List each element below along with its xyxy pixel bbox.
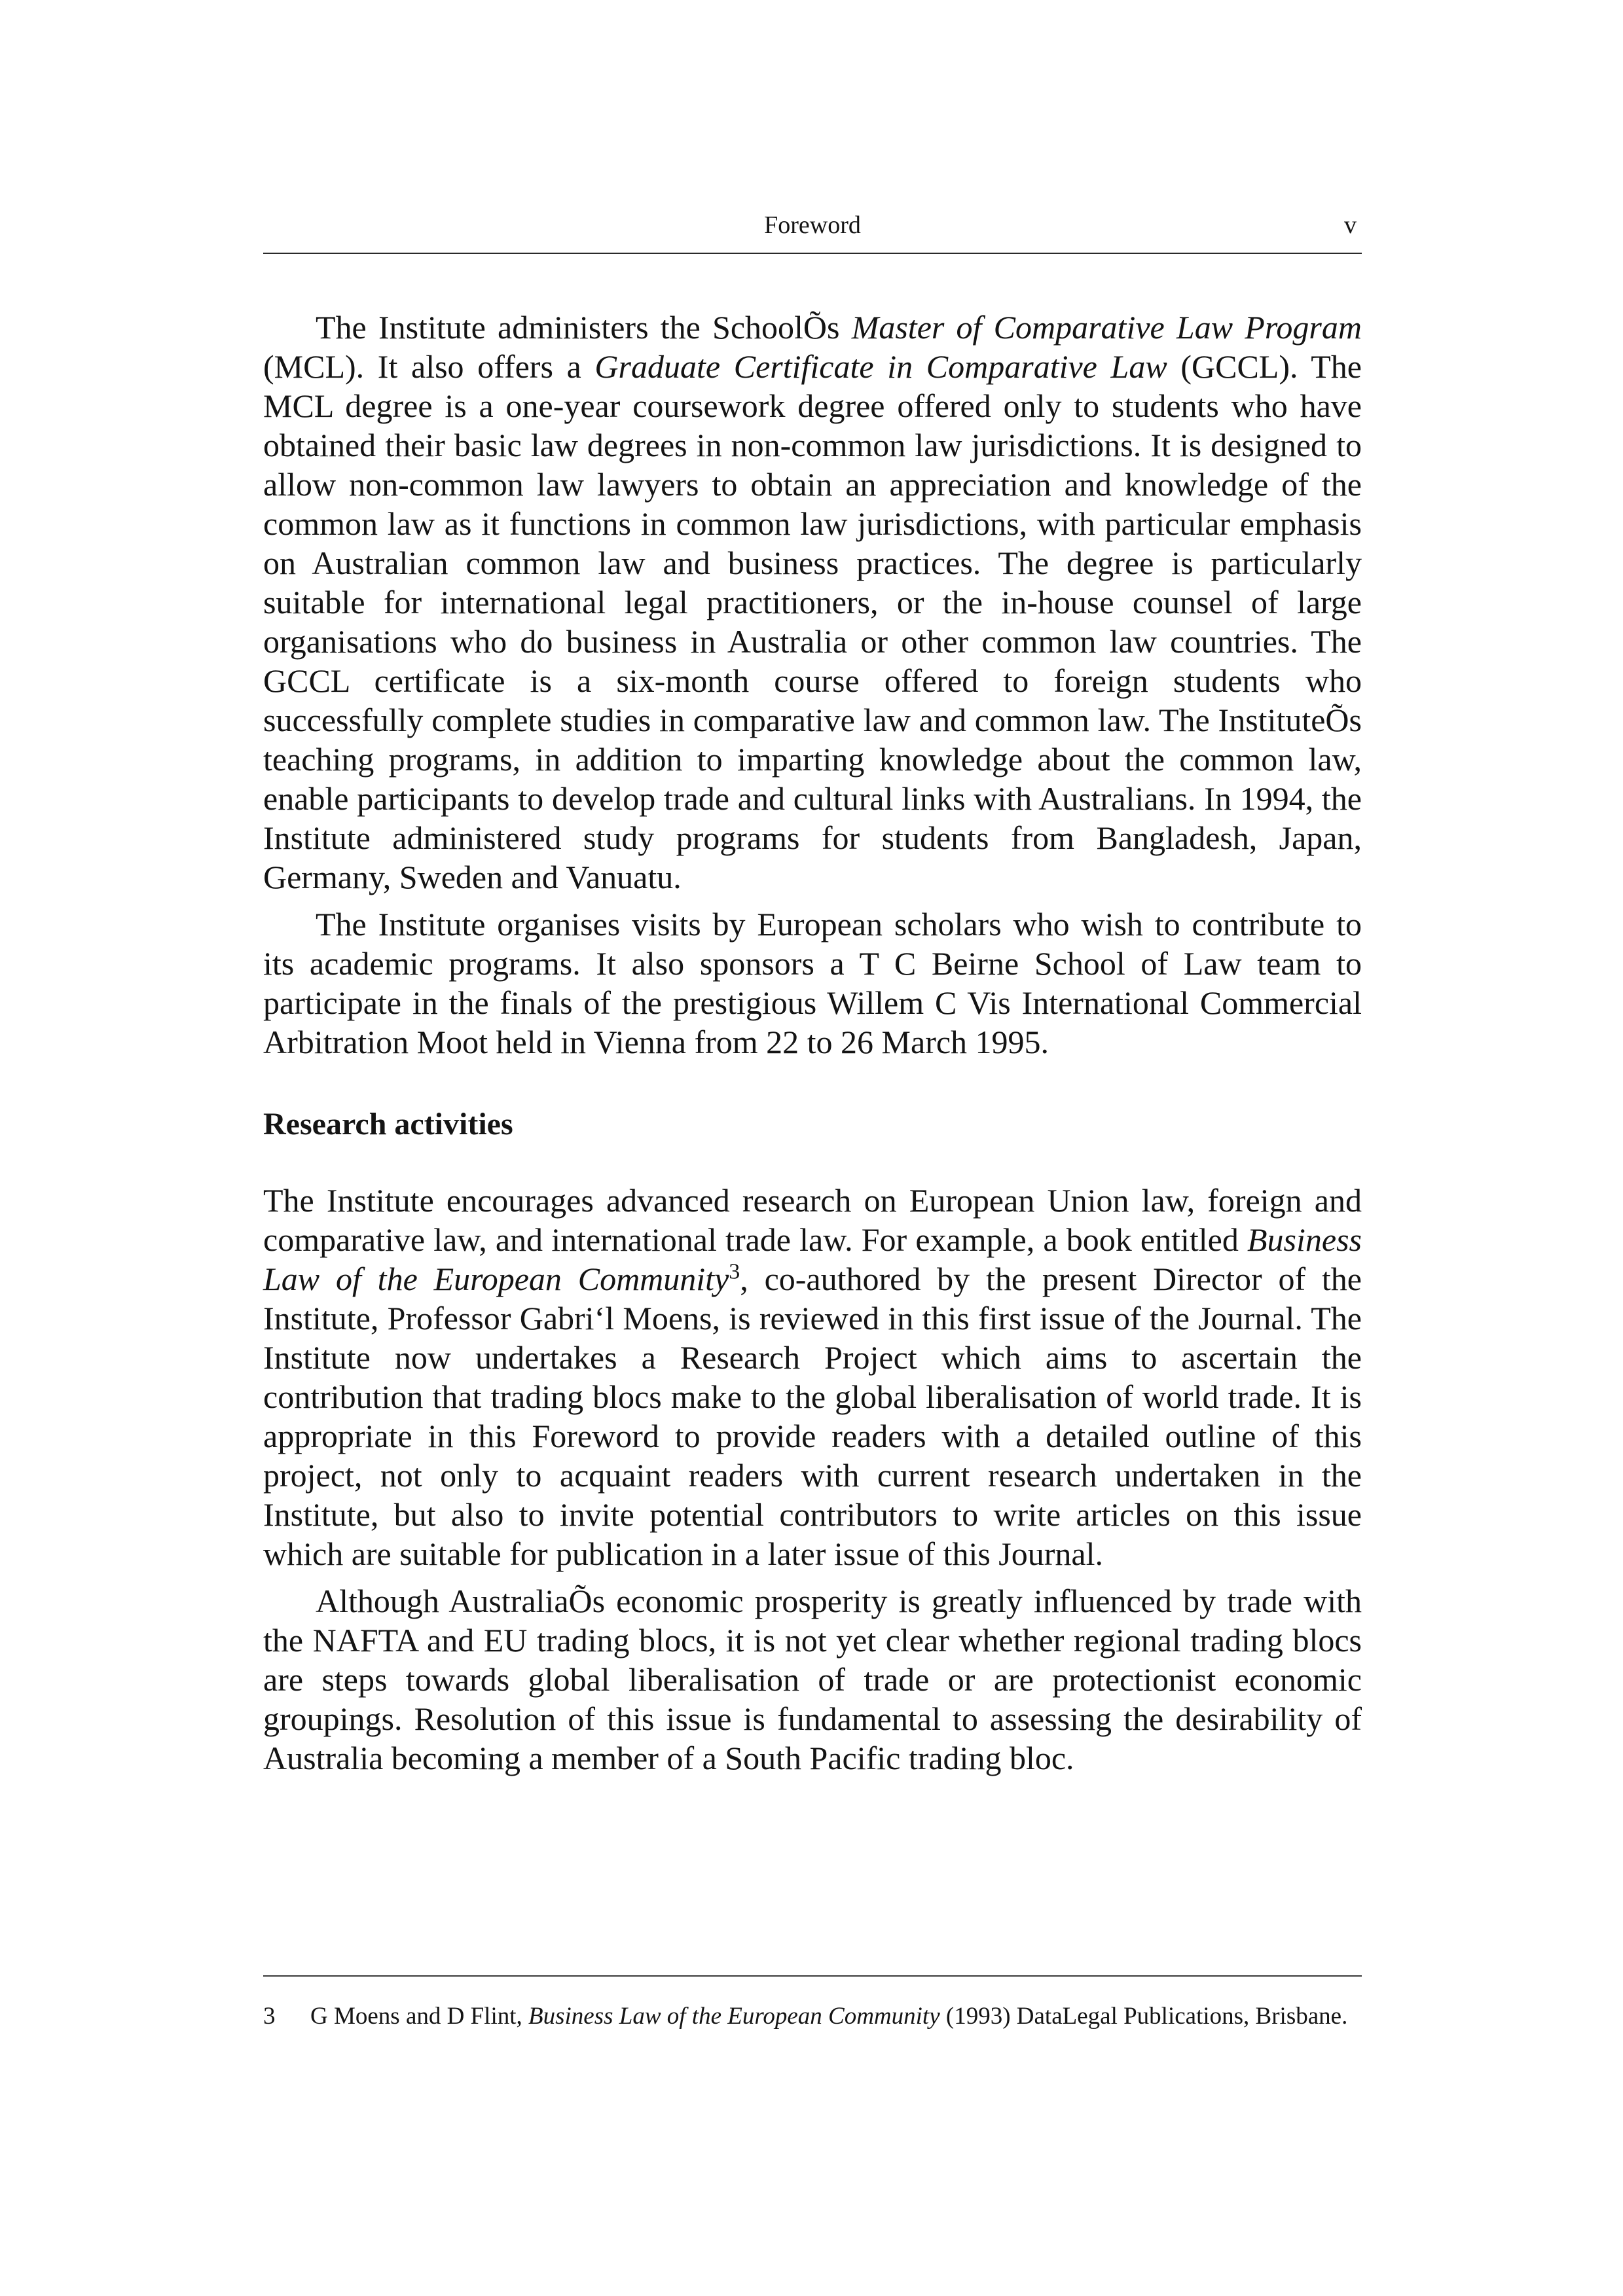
paragraph-visits: The Institute organises visits by European scholars who wish to contribute to its academic programs. It also sponsors a T C Beirne School of Law team to participate in the finals of the prestigious Willem C Vis International Commercial Arbitration Moot held in Vienna from 22 to 26 March 1995. [263, 906, 1362, 1060]
paragraph-text: (MCL). It also offers a [263, 348, 595, 385]
footnote-reference[interactable]: 3 [729, 1259, 740, 1284]
page-number: v [1344, 211, 1357, 239]
italic-program-name: Master of Comparative Law Program [851, 309, 1362, 346]
italic-book-title: Business Law of the European Community [263, 1221, 1362, 1297]
italic-certificate-name: Graduate Certificate in Comparative Law [594, 348, 1167, 385]
running-head-title: Foreword [764, 211, 861, 239]
footnote [263, 2001, 1362, 2032]
body-text [263, 308, 1362, 1785]
paragraph-text: The Institute administers the SchoolÕs [316, 309, 852, 346]
paragraph-text: The Institute encourages advanced research on European Union law, foreign and comparative law, and international trade law. For example, a book entitled [263, 1182, 1362, 1258]
running-head [263, 211, 1362, 254]
document-page [263, 0, 1362, 2296]
footnote-marker: 3 [263, 2003, 276, 2030]
footnote-italic-title: Business Law of the European Community [528, 2003, 940, 2030]
paragraph-mcl-program [263, 308, 1362, 897]
paragraph-research [263, 1181, 1362, 1573]
footnote-text [310, 2001, 1362, 2032]
section-heading: Research activities [263, 1107, 513, 1141]
paragraph-trade-blocs: Although AustraliaÕs economic prosperity is greatly influenced by trade with the NAFTA and EU trading blocs, it is not yet clear whether regional trading blocs are steps towards global liberalisation of trade or are protectionist economic groupings. Resolution of this issue is fundamental to assessing the desirability of Australia becoming a member of a South Pacific trading bloc. [263, 1583, 1362, 1776]
paragraph-text: (GCCL). The MCL degree is a one-year coursework degree offered only to students who have obtained their basic law degrees in non-common law jurisdictions. It is designed to allow non-common law lawyers to obtain an appreciation and knowledge of the common law as it functions in common law jurisdictions, with particular emphasis on Australian common law and business practices. The degree is particularly suitable for international legal practitioners, or the in-house counsel of large organisations who do business in Australia or other common law countries. The GCCL certificate is a six-month course offered to foreign students who successfully complete studies in comparative law and common law. The InstituteÕs teaching programs, in addition to imparting knowledge about the common law, enable participants to develop trade and cultural links with Australians. In 1994, the Institute administered study programs for students from Bangladesh, Japan, Germany, Sweden and Vanuatu. [263, 348, 1362, 895]
footnote-text-part: (1993) DataLegal Publications, Brisbane. [939, 2003, 1348, 2030]
paragraph-text: , co-authored by the present Director of the Institute, Professor Gabri‘l Moens, is reviewed in this first issue of the Journal. The Institute now undertakes a Research Project which aims to ascertain the contribution that trading blocs make to the global liberalisation of world trade. It is appropriate in this Foreword to provide readers with a detailed outline of this project, not only to acquaint readers with current research undertaken in the Institute, but also to invite potential contributors to write articles on this issue which are suitable for publication in a later issue of this Journal. [263, 1261, 1362, 1572]
footnote-divider [263, 1975, 1362, 1977]
footnote-text-part: G Moens and D Flint, [310, 2003, 528, 2030]
